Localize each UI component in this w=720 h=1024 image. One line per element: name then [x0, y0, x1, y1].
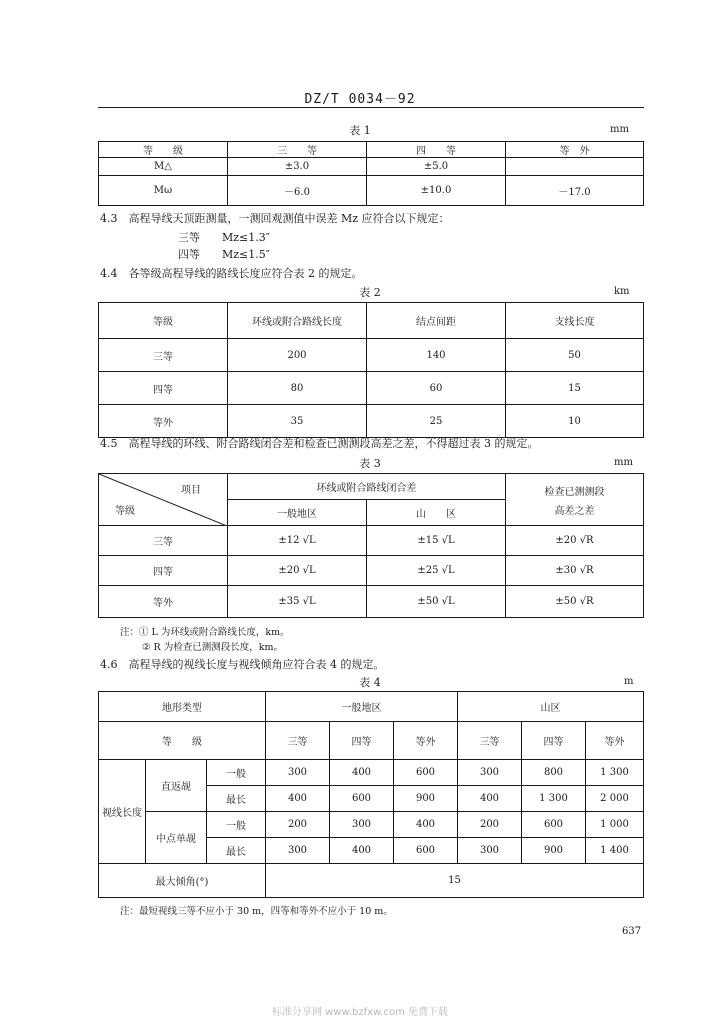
table3-cell: ±25 √L: [367, 556, 506, 586]
table1-head-grade: 等 级: [99, 142, 228, 158]
table2-cell: 三等: [99, 339, 228, 372]
table4-grade: 等外: [586, 722, 644, 760]
table2-cell: 25: [367, 405, 506, 438]
table4-grade: 等外: [394, 722, 458, 760]
table4-terrain-label: 地形类型: [99, 692, 266, 722]
table2-head-grade: 等级: [99, 303, 228, 339]
table1-unit: mm: [610, 124, 629, 135]
table4-sight-label: 视线长度: [99, 760, 146, 864]
table3-cell: ±20 √R: [506, 526, 644, 556]
table4-cell: 1 300: [522, 786, 586, 812]
table3-note2: ② R 为检查已测测段长度，km。: [142, 642, 283, 653]
table3-cell: ±20 √L: [228, 556, 367, 586]
table4-unit: m: [624, 676, 634, 687]
table1-cell: M△: [99, 158, 228, 176]
table2-cell: 200: [228, 339, 367, 372]
table4-cell: 400: [266, 786, 330, 812]
table1-caption: 表 1: [349, 124, 371, 137]
table4-cell: 1 000: [586, 812, 644, 838]
table3-group-closure: 环线或附合路线闭合差: [228, 474, 506, 500]
table4-cell: 400: [330, 760, 394, 786]
table3-corner-grade: 等级: [115, 506, 135, 517]
table4-terrain-general: 一般地区: [266, 692, 458, 722]
table4-cell: 300: [266, 838, 330, 864]
table1-head-4: 四 等: [367, 142, 506, 158]
section-4-3-line1: 三等 Mz≤1.3″: [178, 231, 270, 244]
table1-cell: Mω: [99, 176, 228, 206]
table4-cell: 600: [330, 786, 394, 812]
table3-unit: mm: [614, 457, 633, 468]
table2-cell: 等外: [99, 405, 228, 438]
table3-col-check-line2: 高差之差: [554, 505, 595, 517]
table3: [98, 473, 644, 618]
table1-cell: ±3.0: [228, 158, 367, 176]
table4-cell: 400: [458, 786, 522, 812]
table1: [98, 141, 644, 206]
table4-cell: 1 400: [586, 838, 644, 864]
header-rule: [98, 107, 644, 108]
table4-angle-label: 最大倾角(°): [99, 864, 266, 898]
table4-group-midpoint: 中点单觇: [146, 812, 207, 864]
table4-cell: 800: [522, 760, 586, 786]
table3-corner: [99, 474, 228, 526]
watermark-footer: 标准分享网 www.bzfxw.com 免费下载: [272, 1007, 448, 1018]
table4-cell: 200: [458, 812, 522, 838]
table2-cell: 80: [228, 372, 367, 405]
table4-cell: 300: [458, 760, 522, 786]
table2-cell: 50: [506, 339, 644, 372]
table4-cell: 2 000: [586, 786, 644, 812]
table4-grade: 四等: [330, 722, 394, 760]
table3-col-check: [506, 474, 644, 526]
table3-cell: 等外: [99, 586, 228, 618]
table1-cell: [506, 158, 644, 176]
table4-angle-value: 15: [266, 864, 644, 898]
table3-cell: ±15 √L: [367, 526, 506, 556]
table4-group-direct: 直返觇: [146, 760, 207, 812]
table3-sub-mountain: 山 区: [367, 500, 506, 526]
table4-cell: 300: [266, 760, 330, 786]
section-4-4-text: 4.4 各等级高程导线的路线长度应符合表 2 的规定。: [100, 267, 363, 280]
table4: [98, 691, 644, 898]
table4-cell: 1 300: [586, 760, 644, 786]
table4-cell: 400: [330, 838, 394, 864]
table1-head-outside: 等 外: [506, 142, 644, 158]
table3-cell: ±50 √L: [367, 586, 506, 618]
table2-cell: 35: [228, 405, 367, 438]
table4-grade-label: 等 级: [99, 722, 266, 760]
table3-corner-item: 项目: [181, 485, 201, 496]
table4-terrain-mountain: 山区: [458, 692, 644, 722]
document-header: DZ/T 0034－92: [304, 92, 416, 107]
table1-head-3: 三 等: [228, 142, 367, 158]
table4-cell: 600: [522, 812, 586, 838]
table2-caption: 表 2: [359, 286, 381, 299]
table4-note: 注：最短视线三等不应小于 30 m，四等和等外不应小于 10 m。: [120, 906, 393, 917]
table3-cell: 三等: [99, 526, 228, 556]
table4-grade: 三等: [458, 722, 522, 760]
table3-sub-general: 一般地区: [228, 500, 367, 526]
table3-cell: ±50 √R: [506, 586, 644, 618]
table2-cell: 60: [367, 372, 506, 405]
table2-cell: 140: [367, 339, 506, 372]
table3-note1: 注：① L 为环线或附合路线长度，km。: [120, 627, 290, 638]
table3-cell: 四等: [99, 556, 228, 586]
section-4-5-text: 4.5 高程导线的环线、附合路线闭合差和检查已测测段高差之差，不得超过表 3 的规定。: [100, 437, 539, 450]
table4-cell: 300: [330, 812, 394, 838]
table3-cell: ±12 √L: [228, 526, 367, 556]
table4-cell: 200: [266, 812, 330, 838]
table1-cell: －6.0: [228, 176, 367, 206]
table4-cell: 600: [394, 838, 458, 864]
table1-cell: ±10.0: [367, 176, 506, 206]
table2-cell: 15: [506, 372, 644, 405]
table3-cell: ±30 √R: [506, 556, 644, 586]
section-4-3-line2: 四等 Mz≤1.5″: [178, 248, 270, 261]
table1-cell: －17.0: [506, 176, 644, 206]
table3-diagonal: [99, 474, 227, 526]
table4-sub: 最长: [207, 786, 266, 812]
table4-cell: 900: [394, 786, 458, 812]
table4-cell: 300: [458, 838, 522, 864]
page-number: 637: [622, 926, 642, 937]
table3-cell: ±35 √L: [228, 586, 367, 618]
table2-unit: km: [614, 286, 630, 297]
table2-cell: 10: [506, 405, 644, 438]
table3-col-check-line1: 检查已测测段: [544, 486, 605, 498]
table2-head-length: 环线或附合路线长度: [228, 303, 367, 339]
table3-caption: 表 3: [359, 457, 381, 470]
table1-cell: ±5.0: [367, 158, 506, 176]
section-4-3-text: 4.3 高程导线天顶距测量，一测回观测值中误差 Mz 应符合以下规定：: [100, 212, 450, 225]
table4-grade: 三等: [266, 722, 330, 760]
table4-caption: 表 4: [359, 676, 381, 689]
table4-grade: 四等: [522, 722, 586, 760]
table2-head-branch: 支线长度: [506, 303, 644, 339]
section-4-6-text: 4.6 高程导线的视线长度与视线倾角应符合表 4 的规定。: [100, 658, 385, 671]
table4-cell: 600: [394, 760, 458, 786]
table2-cell: 四等: [99, 372, 228, 405]
table4-cell: 400: [394, 812, 458, 838]
table4-cell: 900: [522, 838, 586, 864]
table4-sub: 一般: [207, 812, 266, 838]
table2: [98, 302, 644, 438]
table4-sub: 最长: [207, 838, 266, 864]
table4-sub: 一般: [207, 760, 266, 786]
table2-head-node: 结点间距: [367, 303, 506, 339]
